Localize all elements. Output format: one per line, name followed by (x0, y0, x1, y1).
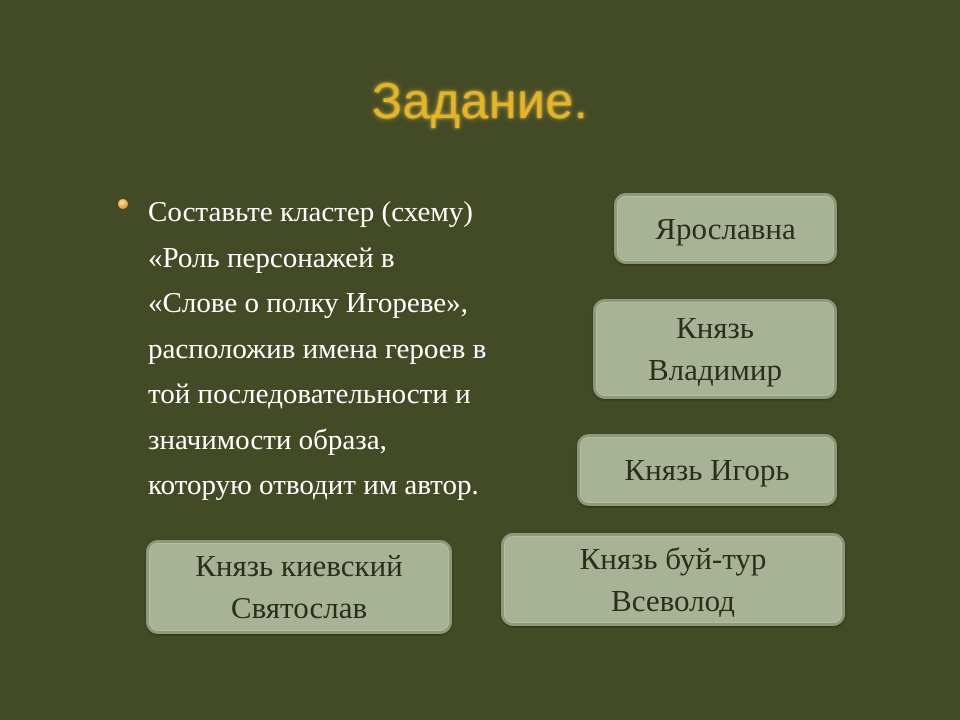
character-label: Князь Владимир (648, 310, 782, 387)
character-label: Князь буй-тур Всеволод (579, 540, 767, 618)
bullet-icon (118, 199, 128, 209)
character-box-yaroslavna[interactable] (614, 193, 837, 264)
character-box-vsevolod[interactable] (501, 533, 845, 626)
slide-title: Задание. (371, 73, 589, 129)
character-label: Князь киевский Святослав (195, 548, 403, 625)
character-label: Ярославна (655, 210, 796, 246)
character-label: Князь Игорь (624, 452, 790, 487)
character-box-igor[interactable] (577, 434, 837, 506)
task-text: Составьте кластер (схему) «Роль персонажей в «Слове о полку Игореве», расположив имена героев в той последовательности и значимости образа, которую отводит им автор. (148, 196, 487, 501)
character-box-vladimir[interactable] (593, 299, 837, 399)
character-box-svyatoslav[interactable] (146, 540, 452, 634)
